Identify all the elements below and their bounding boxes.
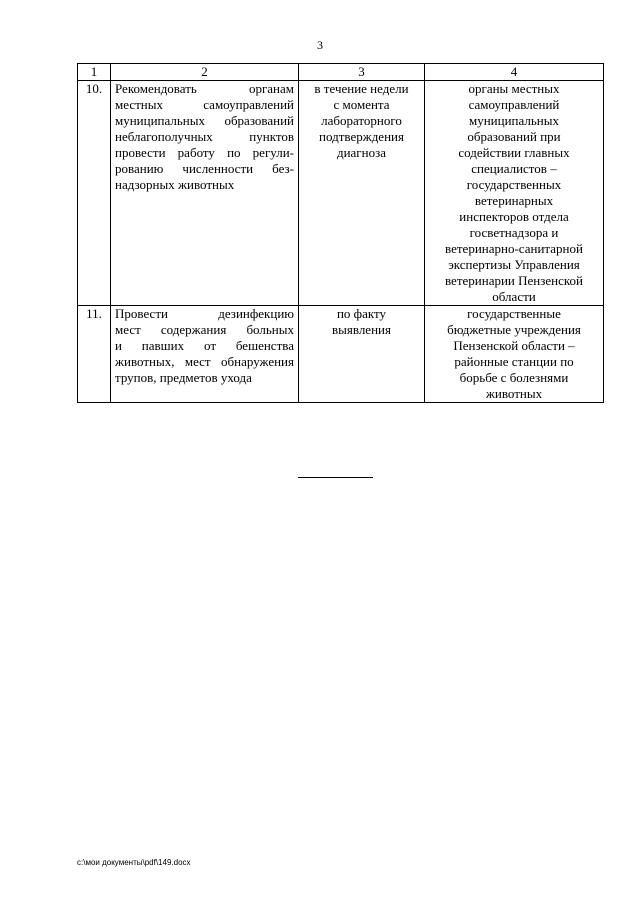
executor-line: государственные [467,306,561,321]
executor-line: ветеринарных [474,193,554,208]
column-number-1: 1 [78,64,111,81]
column-number-4: 4 [425,64,604,81]
executor-line: животных [485,386,543,401]
deadline-line: подтверждения [319,129,404,144]
end-separator-line [298,477,373,478]
deadline-line: лабораторного [321,113,402,128]
executor-line: бюджетные учреждения [447,322,581,337]
action-line: муниципальных образований [115,113,294,128]
executor-line: содействии главных [458,145,570,160]
action-line: неблагополучных пунктов [115,129,294,144]
deadline-line: с момента [333,97,390,112]
executor-line: образований при [467,129,561,144]
deadline-line: диагноза [336,145,387,160]
action-cell [111,306,299,403]
deadline-line: выявления [332,322,391,337]
action-line: Рекомендовать органам [115,81,294,96]
deadline-cell [299,306,425,403]
executor-line: области [492,289,536,304]
table-row [78,306,604,403]
footer-file-path: c:\мои документы\pdf\149.docx [77,858,191,867]
executor-line: борьбе с болезнями [459,370,569,385]
action-line: и павших от бешенства [115,338,294,353]
action-line: трупов, предметов ухода [115,370,252,385]
executor-line: самоуправлений [468,97,560,112]
action-line: местных самоуправлений [115,97,294,112]
row-number: 10. [78,81,111,306]
executor-line: специалистов – [471,161,557,176]
action-line: Провести дезинфекцию [115,306,294,321]
executor-line: Пензенской области – [453,338,575,353]
executor-line: экспертизы Управления [448,257,580,272]
executor-line: органы местных [468,81,560,96]
action-cell [111,81,299,306]
executor-line: муниципальных [468,113,559,128]
action-line: рованию численности без- [115,161,294,176]
executor-line: госветнадзора и [469,225,559,240]
deadline-line: по факту [336,306,387,321]
measures-table [77,63,604,403]
deadline-cell [299,81,425,306]
action-line: животных, мест обнаружения [115,354,294,369]
action-line: мест содержания больных [115,322,294,337]
column-number-3: 3 [299,64,425,81]
page-number: 3 [317,38,323,52]
executor-line: государственных [466,177,562,192]
table-header-row [78,64,604,81]
action-line: провести работу по регули- [115,145,294,160]
executor-cell [425,81,604,306]
executor-line: инспекторов отдела [459,209,569,224]
action-line: надзорных животных [115,177,235,192]
executor-line: районные станции по [454,354,574,369]
row-number: 11. [78,306,111,403]
table-row [78,81,604,306]
deadline-line: в течение недели [314,81,409,96]
executor-line: ветеринарно-санитарной [445,241,583,256]
executor-cell [425,306,604,403]
executor-line: ветеринарии Пензенской [445,273,583,288]
column-number-2: 2 [111,64,299,81]
